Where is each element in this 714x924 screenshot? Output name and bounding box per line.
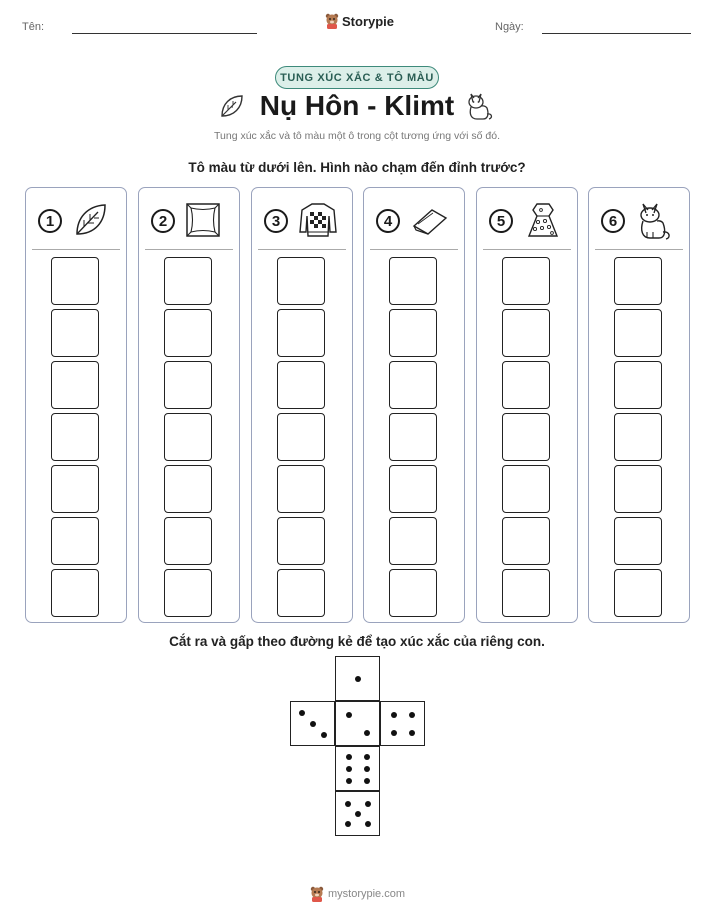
die-face-1 — [335, 656, 380, 701]
coloring-instruction: Tô màu từ dưới lên. Hình nào chạm đến đỉnh trước? — [188, 160, 526, 175]
color-cell[interactable] — [502, 517, 550, 565]
color-cell[interactable] — [51, 413, 99, 461]
sweater-icon — [298, 200, 338, 240]
color-cell[interactable] — [614, 465, 662, 513]
footer — [310, 886, 405, 902]
die-face-5 — [335, 791, 380, 836]
die-pip — [364, 730, 370, 736]
color-cell[interactable] — [389, 361, 437, 409]
color-cell[interactable] — [277, 309, 325, 357]
color-cell[interactable] — [277, 517, 325, 565]
column-number: 4 — [376, 209, 400, 233]
die-face-6 — [335, 746, 380, 791]
subtitle: Tung xúc xắc và tô màu một ô trong cột tương ứng với số đó. — [214, 130, 500, 142]
column-6 — [588, 187, 690, 623]
die-pip — [364, 754, 370, 760]
color-cell[interactable] — [614, 309, 662, 357]
leaf-icon — [72, 200, 110, 240]
color-cell[interactable] — [502, 465, 550, 513]
color-cell[interactable] — [51, 517, 99, 565]
name-label: Tên: — [22, 21, 45, 33]
cut-instruction: Cắt ra và gấp theo đường kẻ để tạo xúc xắc của riêng con. — [169, 634, 545, 649]
die-pip — [299, 710, 305, 716]
color-cell[interactable] — [51, 361, 99, 409]
column-number: 5 — [489, 209, 513, 233]
column-number: 1 — [38, 209, 62, 233]
color-cell[interactable] — [164, 569, 212, 617]
column-number: 2 — [151, 209, 175, 233]
pillow-icon — [185, 200, 223, 240]
die-pip — [310, 721, 316, 727]
brand-name: Storypie — [342, 13, 395, 29]
color-cell[interactable] — [614, 517, 662, 565]
color-cell[interactable] — [614, 569, 662, 617]
color-cell[interactable] — [164, 465, 212, 513]
column-number: 3 — [264, 209, 288, 233]
color-cell[interactable] — [277, 569, 325, 617]
color-cell[interactable] — [277, 257, 325, 305]
column-4 — [363, 187, 465, 623]
column-5 — [476, 187, 578, 623]
die-pip — [346, 778, 352, 784]
color-cell[interactable] — [389, 309, 437, 357]
color-cell[interactable] — [502, 309, 550, 357]
die-pip — [355, 676, 361, 682]
color-cell[interactable] — [164, 361, 212, 409]
date-line[interactable] — [542, 33, 691, 34]
color-cell[interactable] — [277, 465, 325, 513]
color-cell[interactable] — [502, 361, 550, 409]
cat-icon — [635, 200, 675, 242]
color-cell[interactable] — [389, 517, 437, 565]
storypie-logo — [325, 13, 394, 29]
footer-url[interactable]: mystorypie.com — [328, 888, 406, 900]
color-cell[interactable] — [502, 413, 550, 461]
die-face-3 — [290, 701, 335, 746]
date-label: Ngày: — [495, 21, 524, 33]
color-cell[interactable] — [614, 361, 662, 409]
die-pip — [409, 712, 415, 718]
bear-icon — [310, 886, 324, 902]
color-cell[interactable] — [389, 257, 437, 305]
color-cell[interactable] — [164, 309, 212, 357]
die-pip — [346, 754, 352, 760]
color-cell[interactable] — [51, 257, 99, 305]
die-pip — [365, 821, 371, 827]
column-3 — [251, 187, 353, 623]
column-2 — [138, 187, 240, 623]
die-pip — [364, 778, 370, 784]
color-cell[interactable] — [502, 569, 550, 617]
color-cell[interactable] — [389, 569, 437, 617]
die-pip — [355, 811, 361, 817]
color-cell[interactable] — [277, 361, 325, 409]
column-1 — [25, 187, 127, 623]
die-pip — [346, 766, 352, 772]
die-face-2 — [335, 701, 380, 746]
color-cell[interactable] — [51, 309, 99, 357]
activity-badge: TUNG XÚC XẮC & TÔ MÀU — [275, 66, 439, 89]
color-cell[interactable] — [389, 465, 437, 513]
color-cell[interactable] — [614, 257, 662, 305]
die-face-4 — [380, 701, 425, 746]
page-title: Nụ Hôn - Klimt — [259, 90, 455, 121]
die-pip — [345, 821, 351, 827]
color-cell[interactable] — [502, 257, 550, 305]
napkin-icon — [410, 200, 450, 240]
name-line[interactable] — [72, 33, 257, 34]
color-cell[interactable] — [277, 413, 325, 461]
color-cell[interactable] — [51, 569, 99, 617]
bear-icon — [325, 13, 339, 29]
color-cell[interactable] — [164, 257, 212, 305]
die-pip — [321, 732, 327, 738]
die-pip — [391, 712, 397, 718]
die-pip — [345, 801, 351, 807]
die-pip — [364, 766, 370, 772]
die-pip — [409, 730, 415, 736]
color-cell[interactable] — [614, 413, 662, 461]
die-pip — [346, 712, 352, 718]
die-pip — [391, 730, 397, 736]
column-number: 6 — [601, 209, 625, 233]
color-cell[interactable] — [389, 413, 437, 461]
cat-icon — [465, 88, 495, 122]
color-cell[interactable] — [164, 517, 212, 565]
color-cell[interactable] — [51, 465, 99, 513]
die-pip — [365, 801, 371, 807]
dress-icon — [523, 200, 563, 240]
color-cell[interactable] — [164, 413, 212, 461]
